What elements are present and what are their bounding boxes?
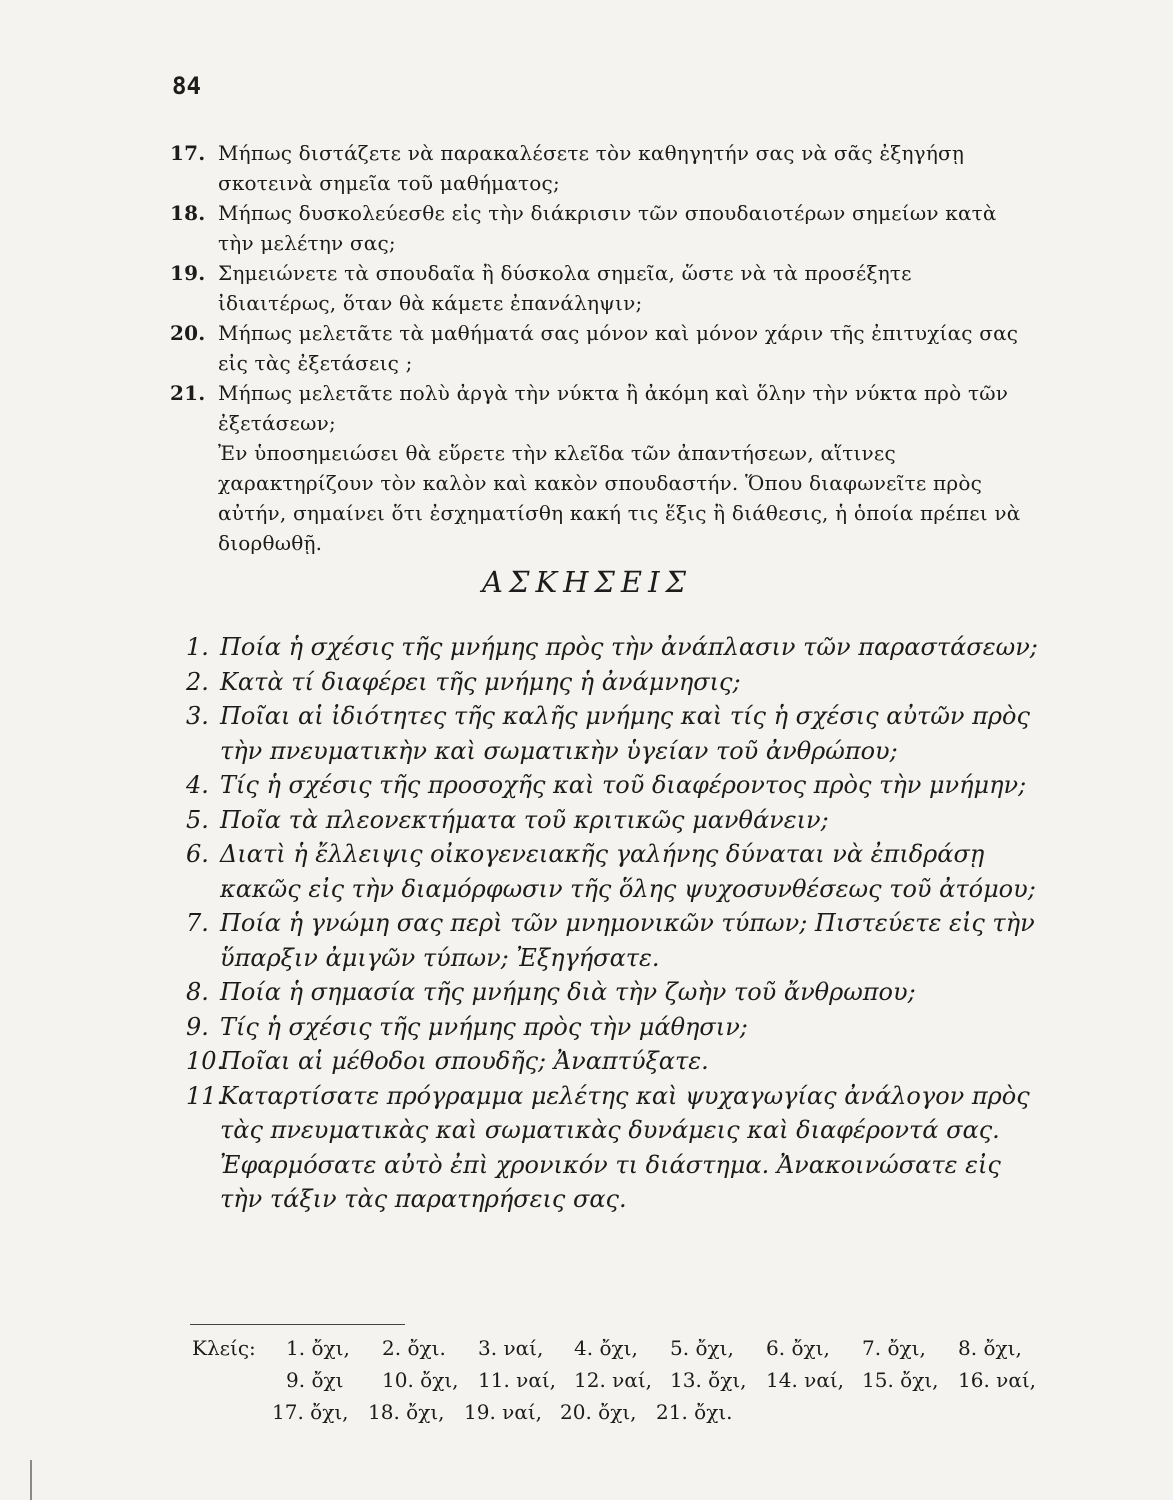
list-item bbox=[186, 906, 1046, 975]
answer-key-entry: 5. ὄχι, bbox=[670, 1336, 734, 1360]
question-number: 17. bbox=[170, 141, 206, 165]
answer-key-entry: 10. ὄχι, bbox=[382, 1368, 459, 1392]
answer-key-entry: 19. ναί, bbox=[464, 1400, 543, 1424]
exercises-heading: ΑΣΚΗΣΕΙΣ bbox=[482, 565, 693, 599]
list-item bbox=[186, 699, 1046, 768]
exercise-number: 8. bbox=[186, 978, 209, 1006]
list-item bbox=[186, 1079, 1046, 1217]
exercises-list bbox=[186, 630, 1046, 1217]
exercise-text: Ποία ἡ γνώμη σας περὶ τῶν μνημονικῶν τύπων; Πιστεύετε εἰς τὴν ὕπαρξιν ἀμιγῶν τύπων; Ἐξηγήσατε. bbox=[220, 909, 1035, 972]
list-item bbox=[170, 258, 1030, 318]
exercise-text: Ποῖα τὰ πλεονεκτήματα τοῦ κριτικῶς μανθάνειν; bbox=[220, 805, 829, 834]
question-number: 19. bbox=[170, 261, 206, 285]
exercise-number: 2. bbox=[186, 667, 209, 696]
exercise-text: Ποῖαι αἱ μέθοδοι σπουδῆς; Ἀναπτύξατε. bbox=[220, 1047, 709, 1075]
exercise-text: Ποία ἡ σημασία τῆς μνήμης διὰ τὴν ζωὴν τοῦ ἄνθρωπου; bbox=[220, 978, 916, 1006]
answer-key-entry: 16. ναί, bbox=[958, 1368, 1037, 1392]
exercise-number: 9. bbox=[186, 1012, 209, 1041]
list-item bbox=[170, 138, 1030, 198]
list-item bbox=[170, 318, 1030, 378]
exercise-text: Τίς ἡ σχέσις τῆς μνήμης πρὸς τὴν μάθησιν; bbox=[220, 1012, 748, 1041]
list-item bbox=[186, 803, 1046, 838]
exercise-text: Τίς ἡ σχέσις τῆς προσοχῆς καὶ τοῦ διαφέροντος πρὸς τὴν μνήμην; bbox=[220, 771, 1027, 799]
answer-key-entry: 12. ναί, bbox=[574, 1368, 653, 1392]
question-number: 21. bbox=[170, 381, 206, 405]
exercise-text: Καταρτίσατε πρόγραμμα μελέτης καὶ ψυχαγωγίας ἀνάλογον πρὸς τὰς πνευματικὰς καὶ σωματικὰς δυνάμεις καὶ διαφέροντά σας. Ἐφαρμόσατε αὐτὸ ἐπὶ χρονικόν τι διάστημα. Ἀνακοινώσατε εἰς τὴν τάξιν τὰς παρατηρήσεις σας. bbox=[220, 1081, 1030, 1213]
answer-key-entry: 15. ὄχι, bbox=[862, 1368, 939, 1392]
answer-key-entry: 3. ναί, bbox=[478, 1336, 544, 1360]
exercise-number: 11. bbox=[186, 1081, 225, 1110]
question-text: Μήπως διστάζετε νὰ παρακαλέσετε τὸν καθηγητήν σας νὰ σᾶς ἐξηγήσῃ σκοτεινὰ σημεῖα τοῦ μαθήματος; bbox=[218, 141, 965, 195]
list-item bbox=[186, 630, 1046, 665]
question-number: 18. bbox=[170, 201, 206, 225]
exercise-number: 6. bbox=[186, 840, 209, 868]
answer-key-entry: 13. ὄχι, bbox=[670, 1368, 747, 1392]
answer-key-entry: 9. ὄχι bbox=[286, 1368, 344, 1392]
question-text: Μήπως μελετᾶτε πολὺ ἀργὰ τὴν νύκτα ἢ ἀκόμη καὶ ὅλην τὴν νύκτα πρὸ τῶν ἐξετάσεων; bbox=[218, 381, 1009, 435]
answer-key-entry: 8. ὄχι, bbox=[958, 1336, 1022, 1360]
answer-key-entry: 20. ὄχι, bbox=[560, 1400, 637, 1424]
answer-key bbox=[192, 1332, 1052, 1428]
exercise-number: 3. bbox=[186, 702, 209, 730]
list-item bbox=[186, 1010, 1046, 1045]
page-number: 84 bbox=[172, 72, 201, 100]
answer-key-entry: 4. ὄχι, bbox=[574, 1336, 638, 1360]
answer-key-entry: 17. ὄχι, bbox=[272, 1400, 349, 1424]
answer-key-entry: 18. ὄχι, bbox=[368, 1400, 445, 1424]
answer-key-label: Κλείς: bbox=[192, 1336, 256, 1360]
exercise-text: Διατὶ ἡ ἔλλειψις οἰκογενειακῆς γαλήνης δύναται νὰ ἐπιδράσῃ κακῶς εἰς τὴν διαμόρφωσιν τῆς ὅλης ψυχοσυνθέσεως τοῦ ἀτόμου; bbox=[220, 840, 1036, 903]
answer-key-entry: 14. ναί, bbox=[766, 1368, 845, 1392]
answer-key-line bbox=[192, 1332, 1052, 1364]
question-text: Μήπως δυσκολεύεσθε εἰς τὴν διάκρισιν τῶν σπουδαιοτέρων σημείων κατὰ τὴν μελέτην σας; bbox=[218, 201, 997, 255]
answer-key-line bbox=[192, 1396, 1052, 1428]
list-item bbox=[186, 1044, 1046, 1079]
answer-key-line bbox=[192, 1364, 1052, 1396]
question-text: Σημειώνετε τὰ σπουδαῖα ἢ δύσκολα σημεῖα, ὥστε νὰ τὰ προσέξητε ἰδιαιτέρως, ὅταν θὰ κάμετε ἐπανάληψιν; bbox=[218, 261, 912, 315]
list-item bbox=[186, 837, 1046, 906]
list-item bbox=[170, 198, 1030, 258]
margin-mark bbox=[30, 1460, 32, 1500]
list-item bbox=[186, 975, 1046, 1010]
answer-key-entry: 1. ὄχι, bbox=[286, 1336, 350, 1360]
question-text: Μήπως μελετᾶτε τὰ μαθήματά σας μόνον καὶ μόνον χάριν τῆς ἐπιτυχίας σας εἰς τὰς ἐξετάσεις ; bbox=[218, 321, 1019, 375]
answer-key-entry: 2. ὄχι. bbox=[382, 1336, 446, 1360]
answer-key-entry: 6. ὄχι, bbox=[766, 1336, 830, 1360]
exercise-number: 10. bbox=[186, 1047, 225, 1075]
answer-key-entry: 21. ὄχι. bbox=[656, 1400, 733, 1424]
questions-list bbox=[170, 138, 1030, 558]
answer-key-entry: 11. ναί, bbox=[478, 1368, 557, 1392]
exercise-text: Κατὰ τί διαφέρει τῆς μνήμης ἡ ἀνάμνησις; bbox=[220, 667, 741, 696]
exercise-number: 4. bbox=[186, 771, 209, 799]
exercise-text: Ποῖαι αἱ ἰδιότητες τῆς καλῆς μνήμης καὶ τίς ἡ σχέσις αὐτῶν πρὸς τὴν πνευματικὴν καὶ σωματικὴν ὑγείαν τοῦ ἀνθρώπου; bbox=[220, 702, 1030, 765]
question-number: 20. bbox=[170, 321, 206, 345]
exercise-number: 7. bbox=[186, 909, 209, 937]
exercise-number: 1. bbox=[186, 633, 209, 661]
footnote-divider bbox=[190, 1324, 405, 1325]
answer-key-entry: 7. ὄχι, bbox=[862, 1336, 926, 1360]
list-item bbox=[186, 768, 1046, 803]
exercise-text: Ποία ἡ σχέσις τῆς μνήμης πρὸς τὴν ἀνάπλασιν τῶν παραστάσεων; bbox=[220, 633, 1038, 661]
exercise-number: 5. bbox=[186, 805, 209, 834]
answer-key-note: Ἐν ὑποσημειώσει θὰ εὕρετε τὴν κλεῖδα τῶν ἀπαντήσεων, αἵτινες χαρακτηρίζουν τὸν καλὸν καὶ κακὸν σπουδαστήν. Ὅπου διαφωνεῖτε πρὸς αὐτήν, σημαίνει ὅτι ἐσχηματίσθη κακή τις ἕξις ἢ διάθεσις, ἡ ὁποία πρέπει νὰ διορθωθῇ. bbox=[218, 441, 1021, 555]
list-item bbox=[170, 378, 1030, 438]
list-item bbox=[186, 665, 1046, 700]
